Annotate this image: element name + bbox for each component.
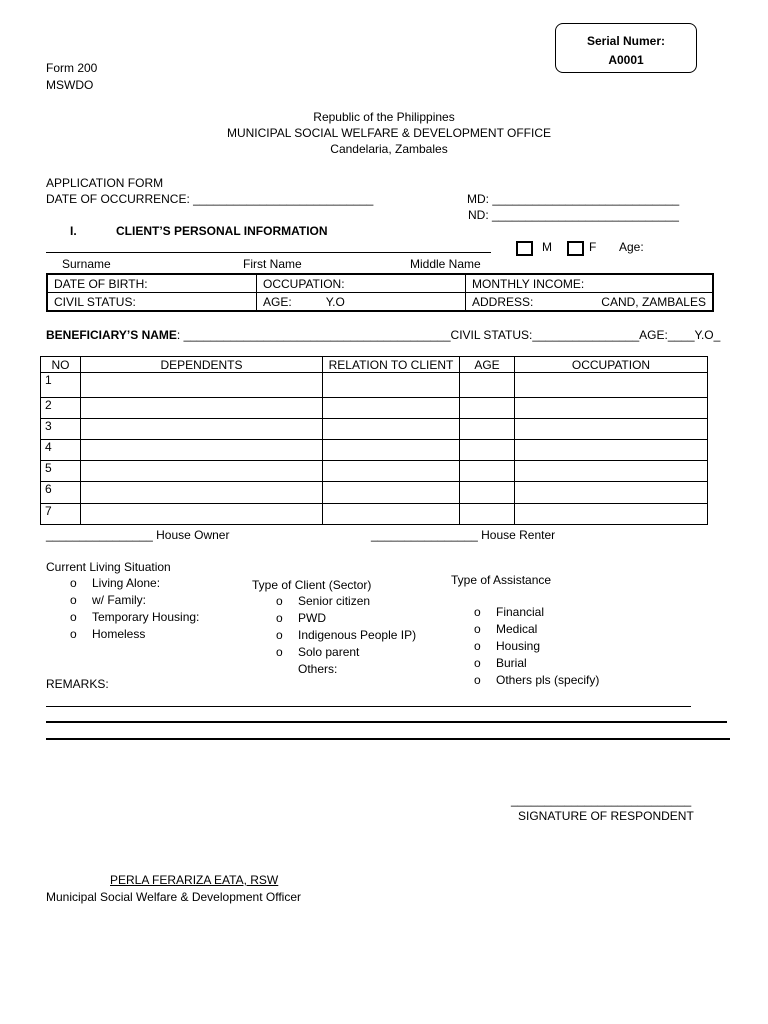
occupation-label: OCCUPATION: <box>263 276 345 291</box>
dependents-table <box>40 356 708 525</box>
col-occupation: OCCUPATION <box>515 357 708 373</box>
bullet-icon: o <box>276 628 283 642</box>
md-label: MD: <box>467 192 493 206</box>
relation-cell[interactable] <box>323 440 460 461</box>
date-occurrence-blank: ___________________________ <box>193 192 374 206</box>
row-number: 3 <box>41 419 81 440</box>
beneficiary-label: BENEFICIARY’S NAME <box>46 328 177 342</box>
income-cell[interactable] <box>466 274 714 293</box>
bullet-icon: o <box>276 594 283 608</box>
table-row <box>41 504 708 525</box>
age-cell[interactable] <box>460 440 515 461</box>
remarks-line-1[interactable] <box>46 706 691 707</box>
bullet-icon: o <box>70 627 77 641</box>
list-item[interactable]: o Medical <box>474 622 538 636</box>
bullet-icon: o <box>474 673 481 687</box>
occupation-cell[interactable] <box>257 274 466 293</box>
male-checkbox[interactable] <box>516 241 533 256</box>
assistance-title: Type of Assistance <box>451 573 552 587</box>
bullet-icon: o <box>474 605 481 619</box>
remarks-line-3[interactable] <box>46 738 730 740</box>
header-location: Candelaria, Zambales <box>330 142 448 156</box>
beneficiary-civil-label: CIVIL STATUS <box>450 328 529 342</box>
male-label: M <box>542 240 552 254</box>
list-item[interactable]: o Homeless <box>70 627 146 641</box>
age-cell[interactable] <box>460 504 515 525</box>
age-cell[interactable] <box>460 461 515 482</box>
bullet-icon: o <box>70 576 77 590</box>
beneficiary-civil-blank: :________________ <box>529 328 640 342</box>
date-occurrence-field[interactable] <box>46 192 373 207</box>
occupation-cell[interactable] <box>515 398 708 419</box>
remarks-line-2[interactable] <box>46 721 727 723</box>
age-label: Age: <box>619 240 644 254</box>
client-name-line[interactable] <box>46 252 491 253</box>
row-number: 6 <box>41 482 81 504</box>
female-checkbox[interactable] <box>567 241 584 256</box>
row-number: 5 <box>41 461 81 482</box>
bullet-icon: o <box>70 610 77 624</box>
age-cell-label: AGE: <box>263 294 292 309</box>
client-type-title: Type of Client (Sector) <box>252 578 372 592</box>
living-title: Current Living Situation <box>46 560 171 574</box>
female-label: F <box>589 240 597 254</box>
dependent-cell[interactable] <box>81 504 323 525</box>
living-list <box>70 575 199 643</box>
col-age: AGE <box>460 357 515 373</box>
col-relation: RELATION TO CLIENT <box>323 357 460 373</box>
list-item[interactable] <box>276 661 416 678</box>
bullet-icon: o <box>276 645 283 659</box>
list-item[interactable]: o Financial <box>474 605 545 619</box>
bullet-icon: o <box>276 611 283 625</box>
relation-cell[interactable] <box>323 373 460 398</box>
nd-field[interactable] <box>468 208 679 223</box>
client-info-table <box>46 273 714 312</box>
relation-cell[interactable] <box>323 504 460 525</box>
house-renter-field[interactable] <box>371 528 555 543</box>
occupation-cell[interactable] <box>515 373 708 398</box>
beneficiary-age-label: AGE: <box>639 328 668 342</box>
relation-cell[interactable] <box>323 461 460 482</box>
dob-cell[interactable] <box>47 274 257 293</box>
client-type-list <box>276 593 416 678</box>
occupation-cell[interactable] <box>515 504 708 525</box>
civil-status-cell[interactable] <box>47 293 257 312</box>
signature-label: SIGNATURE OF RESPONDENT <box>518 809 694 823</box>
relation-cell[interactable] <box>323 398 460 419</box>
civil-status-label: CIVIL STATUS: <box>54 294 136 309</box>
row-number: 7 <box>41 504 81 525</box>
section-title: CLIENT’S PERSONAL INFORMATION <box>116 224 328 238</box>
occupation-cell[interactable] <box>515 419 708 440</box>
dependent-cell[interactable] <box>81 398 323 419</box>
list-item[interactable]: o Temporary Housing: <box>70 610 200 624</box>
beneficiary-blank: ________________________________________ <box>183 328 451 342</box>
remarks-label: REMARKS: <box>46 677 109 691</box>
list-item[interactable]: o Senior citizen <box>276 594 371 608</box>
first-name-caption: First Name <box>243 257 302 271</box>
relation-cell[interactable] <box>323 419 460 440</box>
table-row <box>41 398 708 419</box>
md-field[interactable] <box>467 192 679 207</box>
officer-name: PERLA FERARIZA EATA, RSW <box>110 873 279 887</box>
house-owner-field[interactable] <box>46 528 229 543</box>
serial-number-box <box>555 23 697 73</box>
nd-label: ND: <box>468 208 492 222</box>
age-cell[interactable] <box>460 419 515 440</box>
list-item[interactable]: o w/ Family: <box>70 593 146 607</box>
house-renter-blank: ________________ <box>371 528 478 542</box>
surname-caption: Surname <box>62 257 111 271</box>
house-renter-label: House Renter <box>477 528 556 542</box>
bullet-icon: o <box>474 622 481 636</box>
bullet-icon: o <box>474 639 481 653</box>
serial-value: A0001 <box>608 53 644 67</box>
list-item[interactable]: o Burial <box>474 656 527 670</box>
occupation-cell[interactable] <box>515 440 708 461</box>
dependent-cell[interactable] <box>81 419 323 440</box>
office-code: MSWDO <box>46 78 94 92</box>
age-unit: Y.O <box>325 294 345 309</box>
dependent-cell[interactable] <box>81 482 323 504</box>
officer-title: Municipal Social Welfare & Development Officer <box>46 890 301 904</box>
house-owner-blank: ________________ <box>46 528 153 542</box>
income-label: MONTHLY INCOME: <box>472 276 585 291</box>
relation-cell[interactable] <box>323 482 460 504</box>
form-number: Form 200 <box>46 61 98 75</box>
client-type-others: Others: <box>298 662 338 676</box>
address-value: CAND, ZAMBALES <box>601 294 706 309</box>
table-row <box>41 440 708 461</box>
row-number: 1 <box>41 373 81 398</box>
signature-line[interactable]: ___________________________ <box>511 793 692 807</box>
table-row <box>41 419 708 440</box>
col-no: NO <box>41 357 81 373</box>
list-item[interactable]: o Others pls (specify) <box>474 673 600 687</box>
header-office: MUNICIPAL SOCIAL WELFARE & DEVELOPMENT OFFICE <box>226 126 552 140</box>
list-item[interactable]: o PWD <box>276 611 326 625</box>
address-label: ADDRESS: <box>472 294 534 309</box>
list-item[interactable]: o Living Alone: <box>70 576 161 590</box>
list-item[interactable]: o Solo parent <box>276 645 360 659</box>
serial-label: Serial Numer: <box>586 34 666 48</box>
occupation-cell[interactable] <box>515 461 708 482</box>
age-cell[interactable] <box>460 482 515 504</box>
header-republic: Republic of the Philippines <box>313 110 455 124</box>
age-cell[interactable] <box>460 398 515 419</box>
age-cell[interactable] <box>460 373 515 398</box>
section-number: I. <box>70 224 77 238</box>
row-number: 2 <box>41 398 81 419</box>
table-row <box>41 373 708 398</box>
dependent-cell[interactable] <box>81 440 323 461</box>
beneficiary-colon: : <box>176 328 184 342</box>
assistance-list <box>474 604 599 689</box>
list-item[interactable]: o Indigenous People IP) <box>276 628 417 642</box>
application-title: APPLICATION FORM <box>46 176 164 190</box>
middle-name-caption: Middle Name <box>410 257 481 271</box>
dob-label: DATE OF BIRTH: <box>54 276 148 291</box>
house-owner-label: House Owner <box>152 528 230 542</box>
md-blank: ____________________________ <box>492 192 680 206</box>
date-occurrence-label: DATE OF OCCURRENCE: <box>46 192 194 206</box>
table-row <box>41 482 708 504</box>
occupation-cell[interactable] <box>515 482 708 504</box>
list-item[interactable]: o Housing <box>474 639 541 653</box>
beneficiary-age-blank: ____Y.O_ <box>667 328 721 342</box>
bullet-icon: o <box>70 593 77 607</box>
row-number: 4 <box>41 440 81 461</box>
nd-blank: ____________________________ <box>492 208 679 222</box>
bullet-icon: o <box>474 656 481 670</box>
age-cell[interactable] <box>257 293 466 312</box>
dependent-cell[interactable] <box>81 461 323 482</box>
dependent-cell[interactable] <box>81 373 323 398</box>
address-cell[interactable] <box>466 293 714 312</box>
table-row <box>41 461 708 482</box>
beneficiary-row[interactable] <box>46 328 720 343</box>
col-dependents: DEPENDENTS <box>81 357 323 373</box>
